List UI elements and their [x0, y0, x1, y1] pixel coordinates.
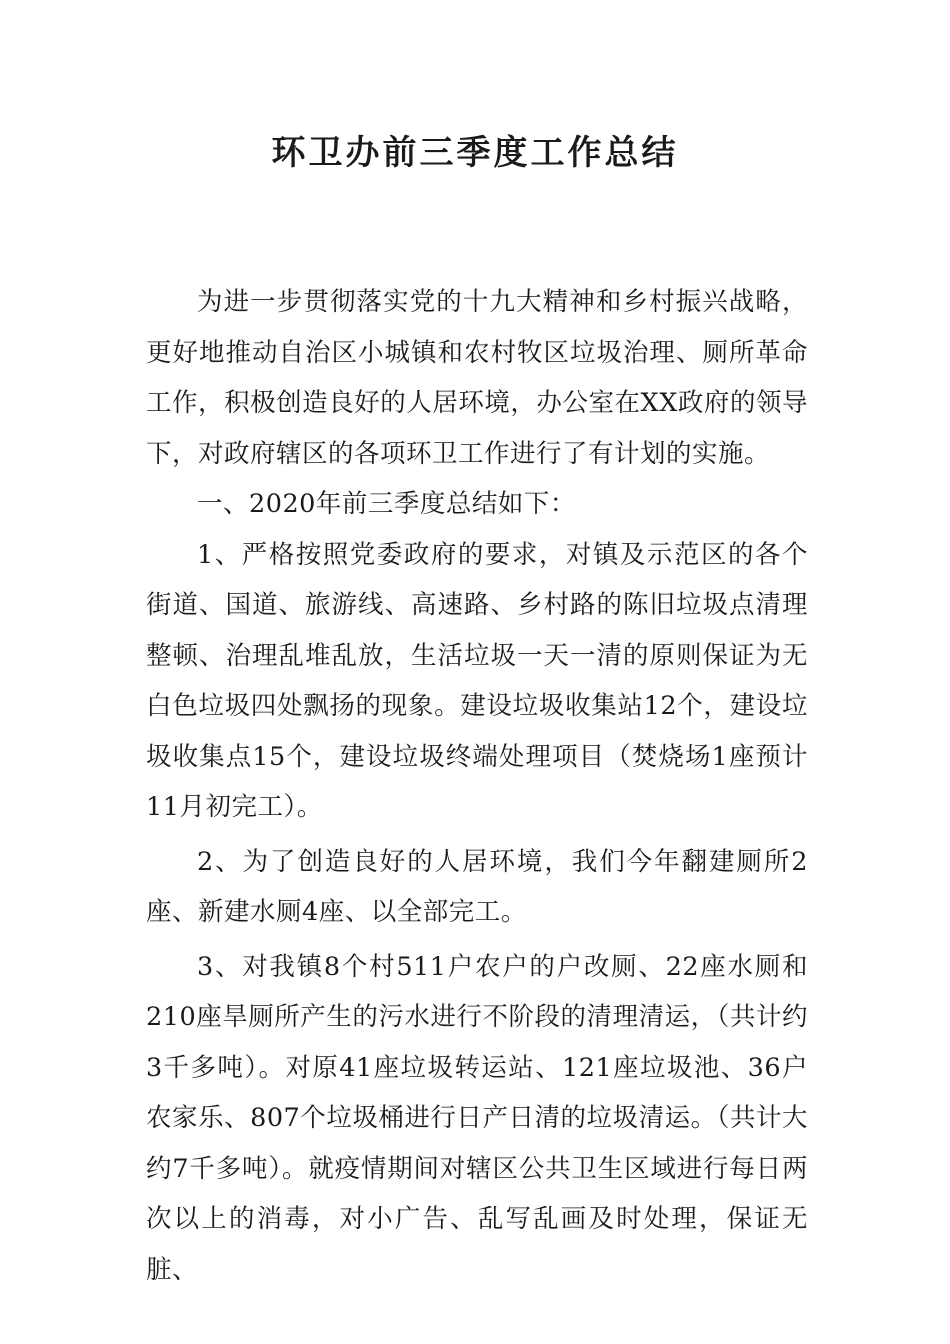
- paragraph-item-3: 3、对我镇8个村511户农户的户改厕、22座水厕和210座旱厕所产生的污水进行不阶段的清理清运，（共计约3千多吨）。对原41座垃圾转运站、121座垃圾池、36户农家乐、807个垃圾桶进行日产日清的垃圾清运。（共计大约7千多吨）。就疫情期间对辖区公共卫生区域进行每日两次以上的消毒，对小广告、乱写乱画及时处理，保证无脏、: [146, 951, 808, 1285]
- document-title: 环卫办前三季度工作总结: [271, 133, 679, 173]
- paragraph-intro: 为进一步贯彻落实党的十九大精神和乡村振兴战略，更好地推动自治区小城镇和农村牧区垃圾治理、厕所革命工作，积极创造良好的人居环境，办公室在XX政府的领导下，对政府辖区的各项环卫工作进行了有计划的实施。: [146, 287, 808, 469]
- document-body: [146, 277, 808, 1295]
- paragraph-item-2: 2、为了创造良好的人居环境，我们今年翻建厕所2座、新建水厕4座、以全部完工。: [146, 846, 808, 927]
- paragraph-item-1: 1、严格按照党委政府的要求，对镇及示范区的各个街道、国道、旅游线、高速路、乡村路的陈旧垃圾点清理整顿、治理乱堆乱放，生活垃圾一天一清的原则保证为无白色垃圾四处飘扬的现象。建设垃圾收集站12个，建设垃圾收集点15个，建设垃圾终端处理项目（焚烧场1座预计11月初完工）。: [146, 539, 808, 822]
- paragraph-section-heading: 一、2020年前三季度总结如下：: [197, 489, 576, 519]
